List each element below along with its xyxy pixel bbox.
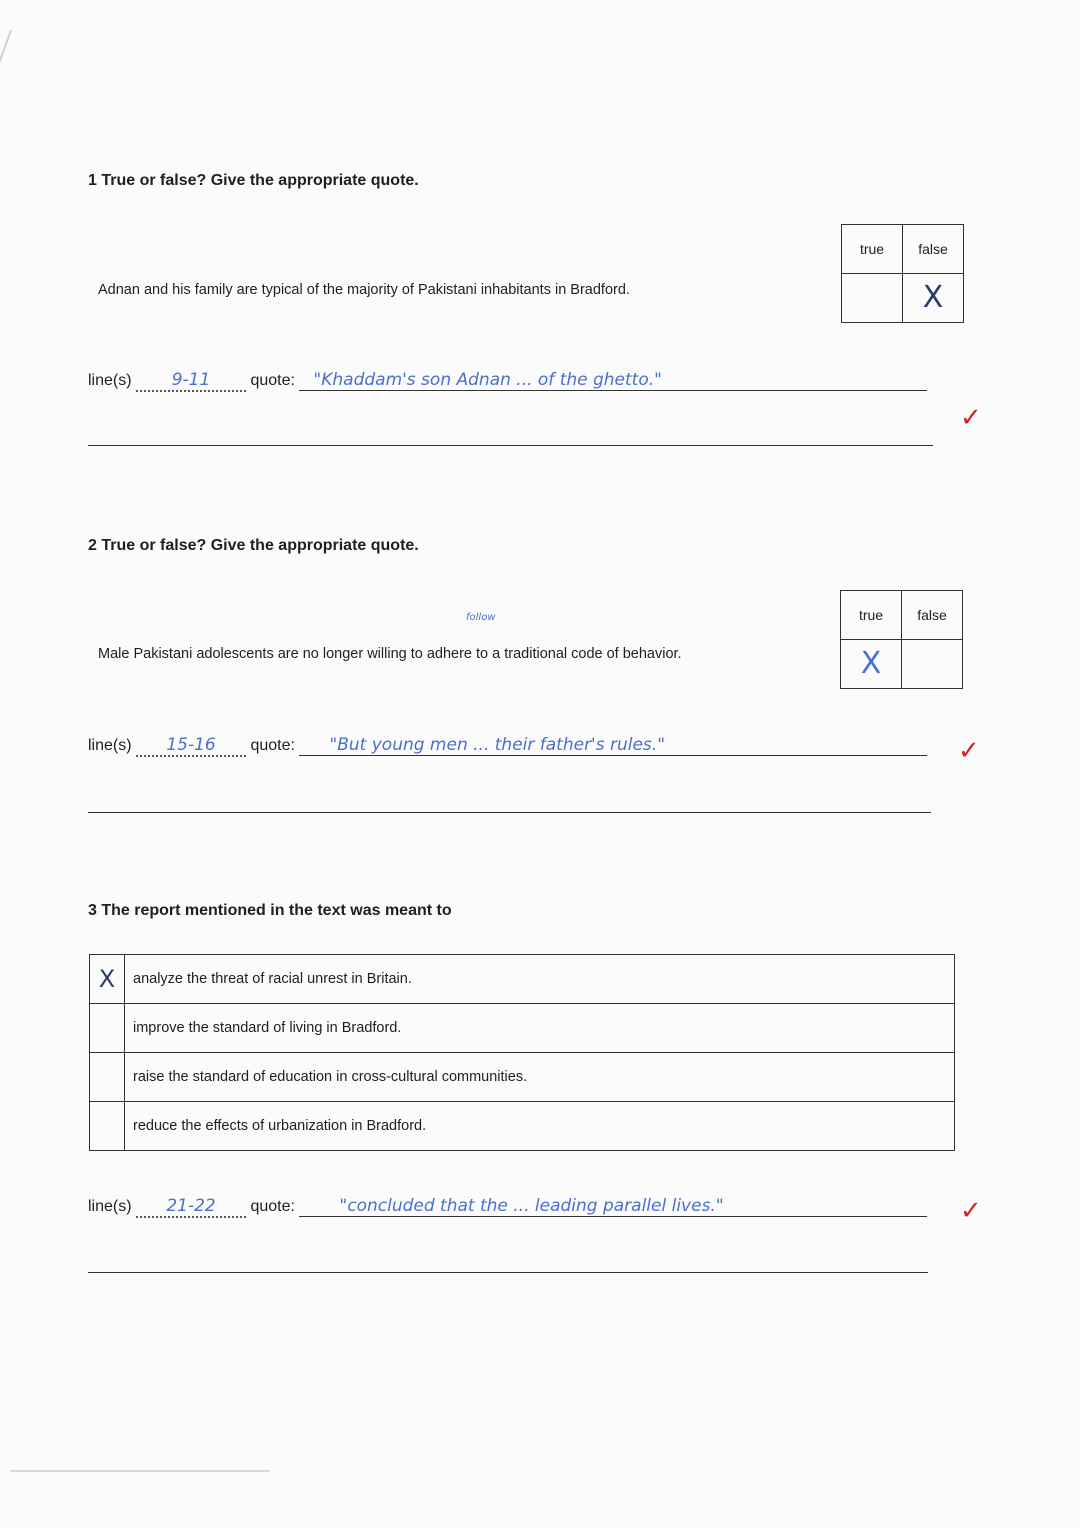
question-1-tf-table: [841, 224, 964, 323]
option-3-checkbox[interactable]: [90, 1053, 125, 1102]
paper-edge-line: [0, 30, 12, 190]
q2-extra-line: [88, 812, 931, 813]
option-row[interactable]: [90, 955, 955, 1004]
q3-quote-value[interactable]: "concluded that the ... leading parallel lives.": [339, 1196, 724, 1216]
option-4-checkbox[interactable]: [90, 1102, 125, 1151]
q3-lines-value[interactable]: 21-22: [166, 1196, 216, 1216]
q2-quote-label: quote:: [250, 737, 295, 754]
option-1-checkbox[interactable]: [90, 955, 125, 1004]
q2-true-box[interactable]: [841, 640, 902, 689]
q2-quote-value[interactable]: "But young men ... their father's rules.": [329, 735, 666, 755]
option-row[interactable]: [90, 1102, 955, 1151]
q1-grade-check-icon: ✓: [960, 403, 982, 433]
question-1-statement: Adnan and his family are typical of the majority of Pakistani inhabitants in Bradford.: [98, 282, 630, 298]
q2-false-box[interactable]: [902, 640, 963, 689]
q2-lines-label: line(s): [88, 737, 132, 754]
option-3-text: raise the standard of education in cross-cultural communities.: [125, 1053, 955, 1102]
question-3-answer-row: [88, 1196, 927, 1218]
q3-lines-label: line(s): [88, 1198, 132, 1215]
q3-extra-line: [88, 1272, 928, 1273]
q1-quote-value[interactable]: "Khaddam's son Adnan ... of the ghetto.": [313, 370, 662, 390]
question-2-tf-table: [840, 590, 963, 689]
q3-grade-check-icon: ✓: [960, 1196, 982, 1226]
q2-true-mark: X: [860, 646, 882, 681]
q2-handwritten-annotation: follow: [466, 612, 496, 623]
question-3-heading: 3 The report mentioned in the text was meant to: [88, 902, 452, 919]
option-2-text: improve the standard of living in Bradford.: [125, 1004, 955, 1053]
question-2-answer-row: [88, 735, 927, 757]
q1-lines-value[interactable]: 9-11: [171, 370, 211, 390]
option-row[interactable]: [90, 1004, 955, 1053]
q2-grade-check-icon: ✓: [958, 736, 980, 766]
option-2-checkbox[interactable]: [90, 1004, 125, 1053]
q2-true-label: true: [841, 591, 902, 640]
q1-extra-line: [88, 445, 933, 446]
q2-false-label: false: [902, 591, 963, 640]
q2-lines-value[interactable]: 15-16: [166, 735, 216, 755]
q1-lines-label: line(s): [88, 372, 132, 389]
option-4-text: reduce the effects of urbanization in Bradford.: [125, 1102, 955, 1151]
question-3-options-table: [89, 954, 955, 1151]
q1-true-box[interactable]: [842, 274, 903, 323]
question-2-statement: Male Pakistani adolescents are no longer willing to adhere to a traditional code of behavior.: [98, 646, 682, 662]
option-1-text: analyze the threat of racial unrest in Britain.: [125, 955, 955, 1004]
option-1-mark: X: [98, 965, 116, 993]
q1-false-label: false: [903, 225, 964, 274]
paper-bottom-edge: [10, 1470, 270, 1472]
q1-false-mark: X: [922, 280, 944, 315]
option-row[interactable]: [90, 1053, 955, 1102]
q1-false-box[interactable]: [903, 274, 964, 323]
question-2-heading: 2 True or false? Give the appropriate quote.: [88, 537, 419, 554]
q3-quote-label: quote:: [250, 1198, 295, 1215]
question-1-heading: 1 True or false? Give the appropriate quote.: [88, 172, 419, 189]
q1-true-label: true: [842, 225, 903, 274]
question-1-answer-row: [88, 370, 927, 392]
q1-quote-label: quote:: [250, 372, 295, 389]
